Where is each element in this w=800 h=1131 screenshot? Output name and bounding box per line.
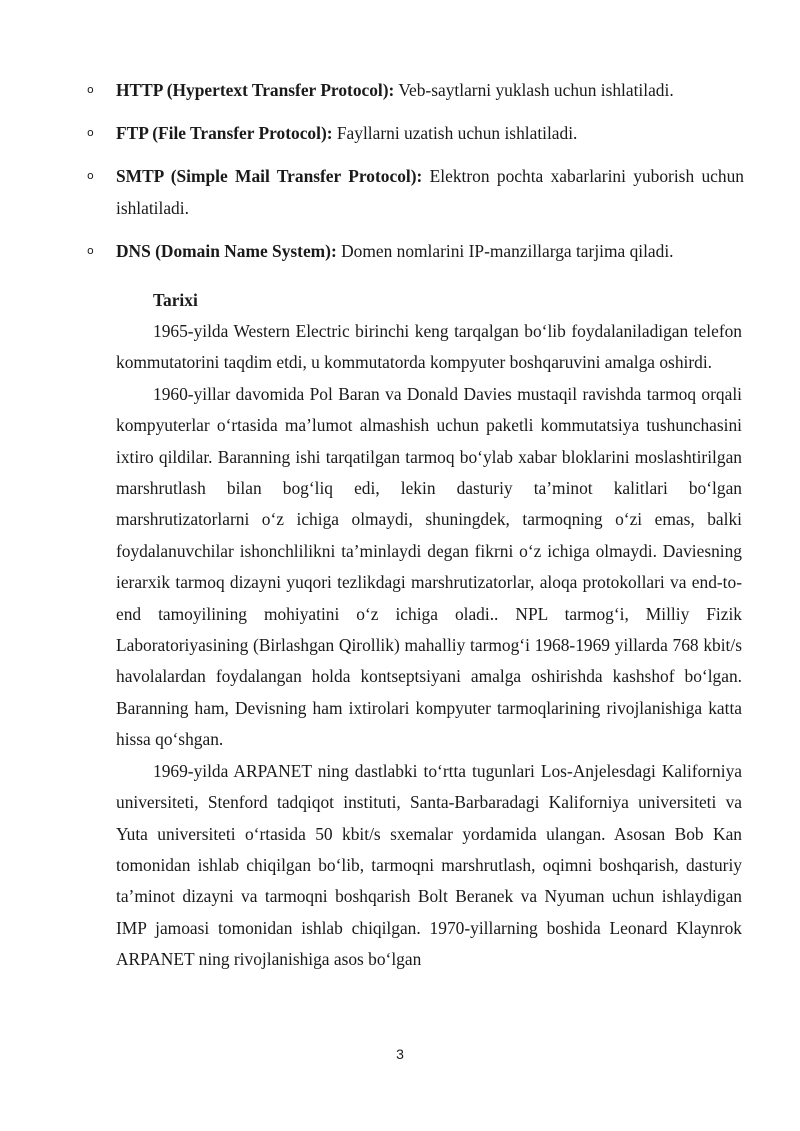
- section-heading: Tarixi: [153, 290, 198, 310]
- list-item-term: DNS (Domain Name System):: [116, 241, 337, 261]
- bullet-marker: o: [87, 244, 94, 257]
- bullet-marker: o: [87, 83, 94, 96]
- list-item-term: SMTP (Simple Mail Transfer Protocol):: [116, 166, 423, 186]
- paragraph: 1965-yilda Western Electric birinchi keng tarqalgan bo‘lib foydalaniladigan telefon kommutatorini taqdim etdi, u kommutatorda kompyuter boshqaruvini amalga oshirdi.: [116, 321, 742, 373]
- list-item-description: Veb-saytlarni yuklash uchun ishlatiladi.: [394, 80, 674, 100]
- list-item-smtp: [84, 160, 744, 224]
- page-number: 3: [396, 1046, 404, 1062]
- section-body: [116, 316, 742, 976]
- protocol-list: [84, 74, 744, 278]
- list-item-description: Domen nomlarini IP-manzillarga tarjima qiladi.: [336, 241, 674, 261]
- list-item-dns: [84, 235, 744, 267]
- paragraph: 1960-yillar davomida Pol Baran va Donald Davies mustaqil ravishda tarmoq orqali kompyuterlar o‘rtasida ma’lumot almashish uchun paketli kommutatsiya tushunchasini ixtiro qildilar. Baranning ishi tarqatilgan tarmoq bo‘ylab xabar bloklarini moslashtirilgan marshrutlash bilan bog‘liq edi, lekin dasturiy ta’minot kalitlari bo‘lgan marshrutizatorlarni o‘z ichiga olmaydi, shuningdek, tarmoqning o‘zi emas, balki foydalanuvchilar ishonchlilikni ta’minlaydi degan fikrni o‘z ichiga olmaydi. Daviesning ierarxik tarmoq dizayni yuqori tezlikdagi marshrutizatorlar, aloqa protokollari va end-to-end tamoyilining mohiyatini o‘z ichiga oladi.. NPL tarmog‘i, Milliy Fizik Laboratoriyasining (Birlashgan Qirollik) mahalliy tarmog‘i 1968-1969 yillarda 768 kbit/s havolalardan foydalangan holda kontseptsiyani amalga oshirishda kashshof bo‘lgan. Baranning ham, Devisning ham ixtirolari kompyuter tarmoqlarining rivojlanishiga katta hissa qo‘shgan.: [116, 383, 742, 750]
- bullet-marker: o: [87, 126, 94, 139]
- list-item-term: FTP (File Transfer Protocol):: [116, 123, 333, 143]
- list-item-http: [84, 74, 744, 106]
- list-item-term: HTTP (Hypertext Transfer Protocol):: [116, 80, 395, 100]
- paragraph: 1969-yilda ARPANET ning dastlabki to‘rtta tugunlari Los-Anjelesdagi Kaliforniya universiteti, Stenford tadqiqot instituti, Santa-Barbaradagi Kaliforniya universiteti va Yuta universiteti o‘rtasida 50 kbit/s sxemalar yordamida ulangan. Asosan Bob Kan tomonidan ishlab chiqilgan bo‘lib, tarmoqni marshrutlash, oqimni boshqarish, dasturiy ta’minot dizayni va tarmoqni boshqarish Bolt Beranek va Nyuman uchun ishlaydigan IMP jamoasi tomonidan ishlab chiqilgan. 1970-yillarning boshida Leonard Klaynrok ARPANET ning rivojlanishiga asos bo‘lgan: [116, 760, 742, 970]
- bullet-marker: o: [87, 169, 94, 182]
- list-item-description: Fayllarni uzatish uchun ishlatiladi.: [332, 123, 578, 143]
- list-item-description: Elektron pochta xabarlarini yuborish uchun ishlatiladi.: [116, 166, 744, 218]
- list-item-ftp: [84, 117, 744, 149]
